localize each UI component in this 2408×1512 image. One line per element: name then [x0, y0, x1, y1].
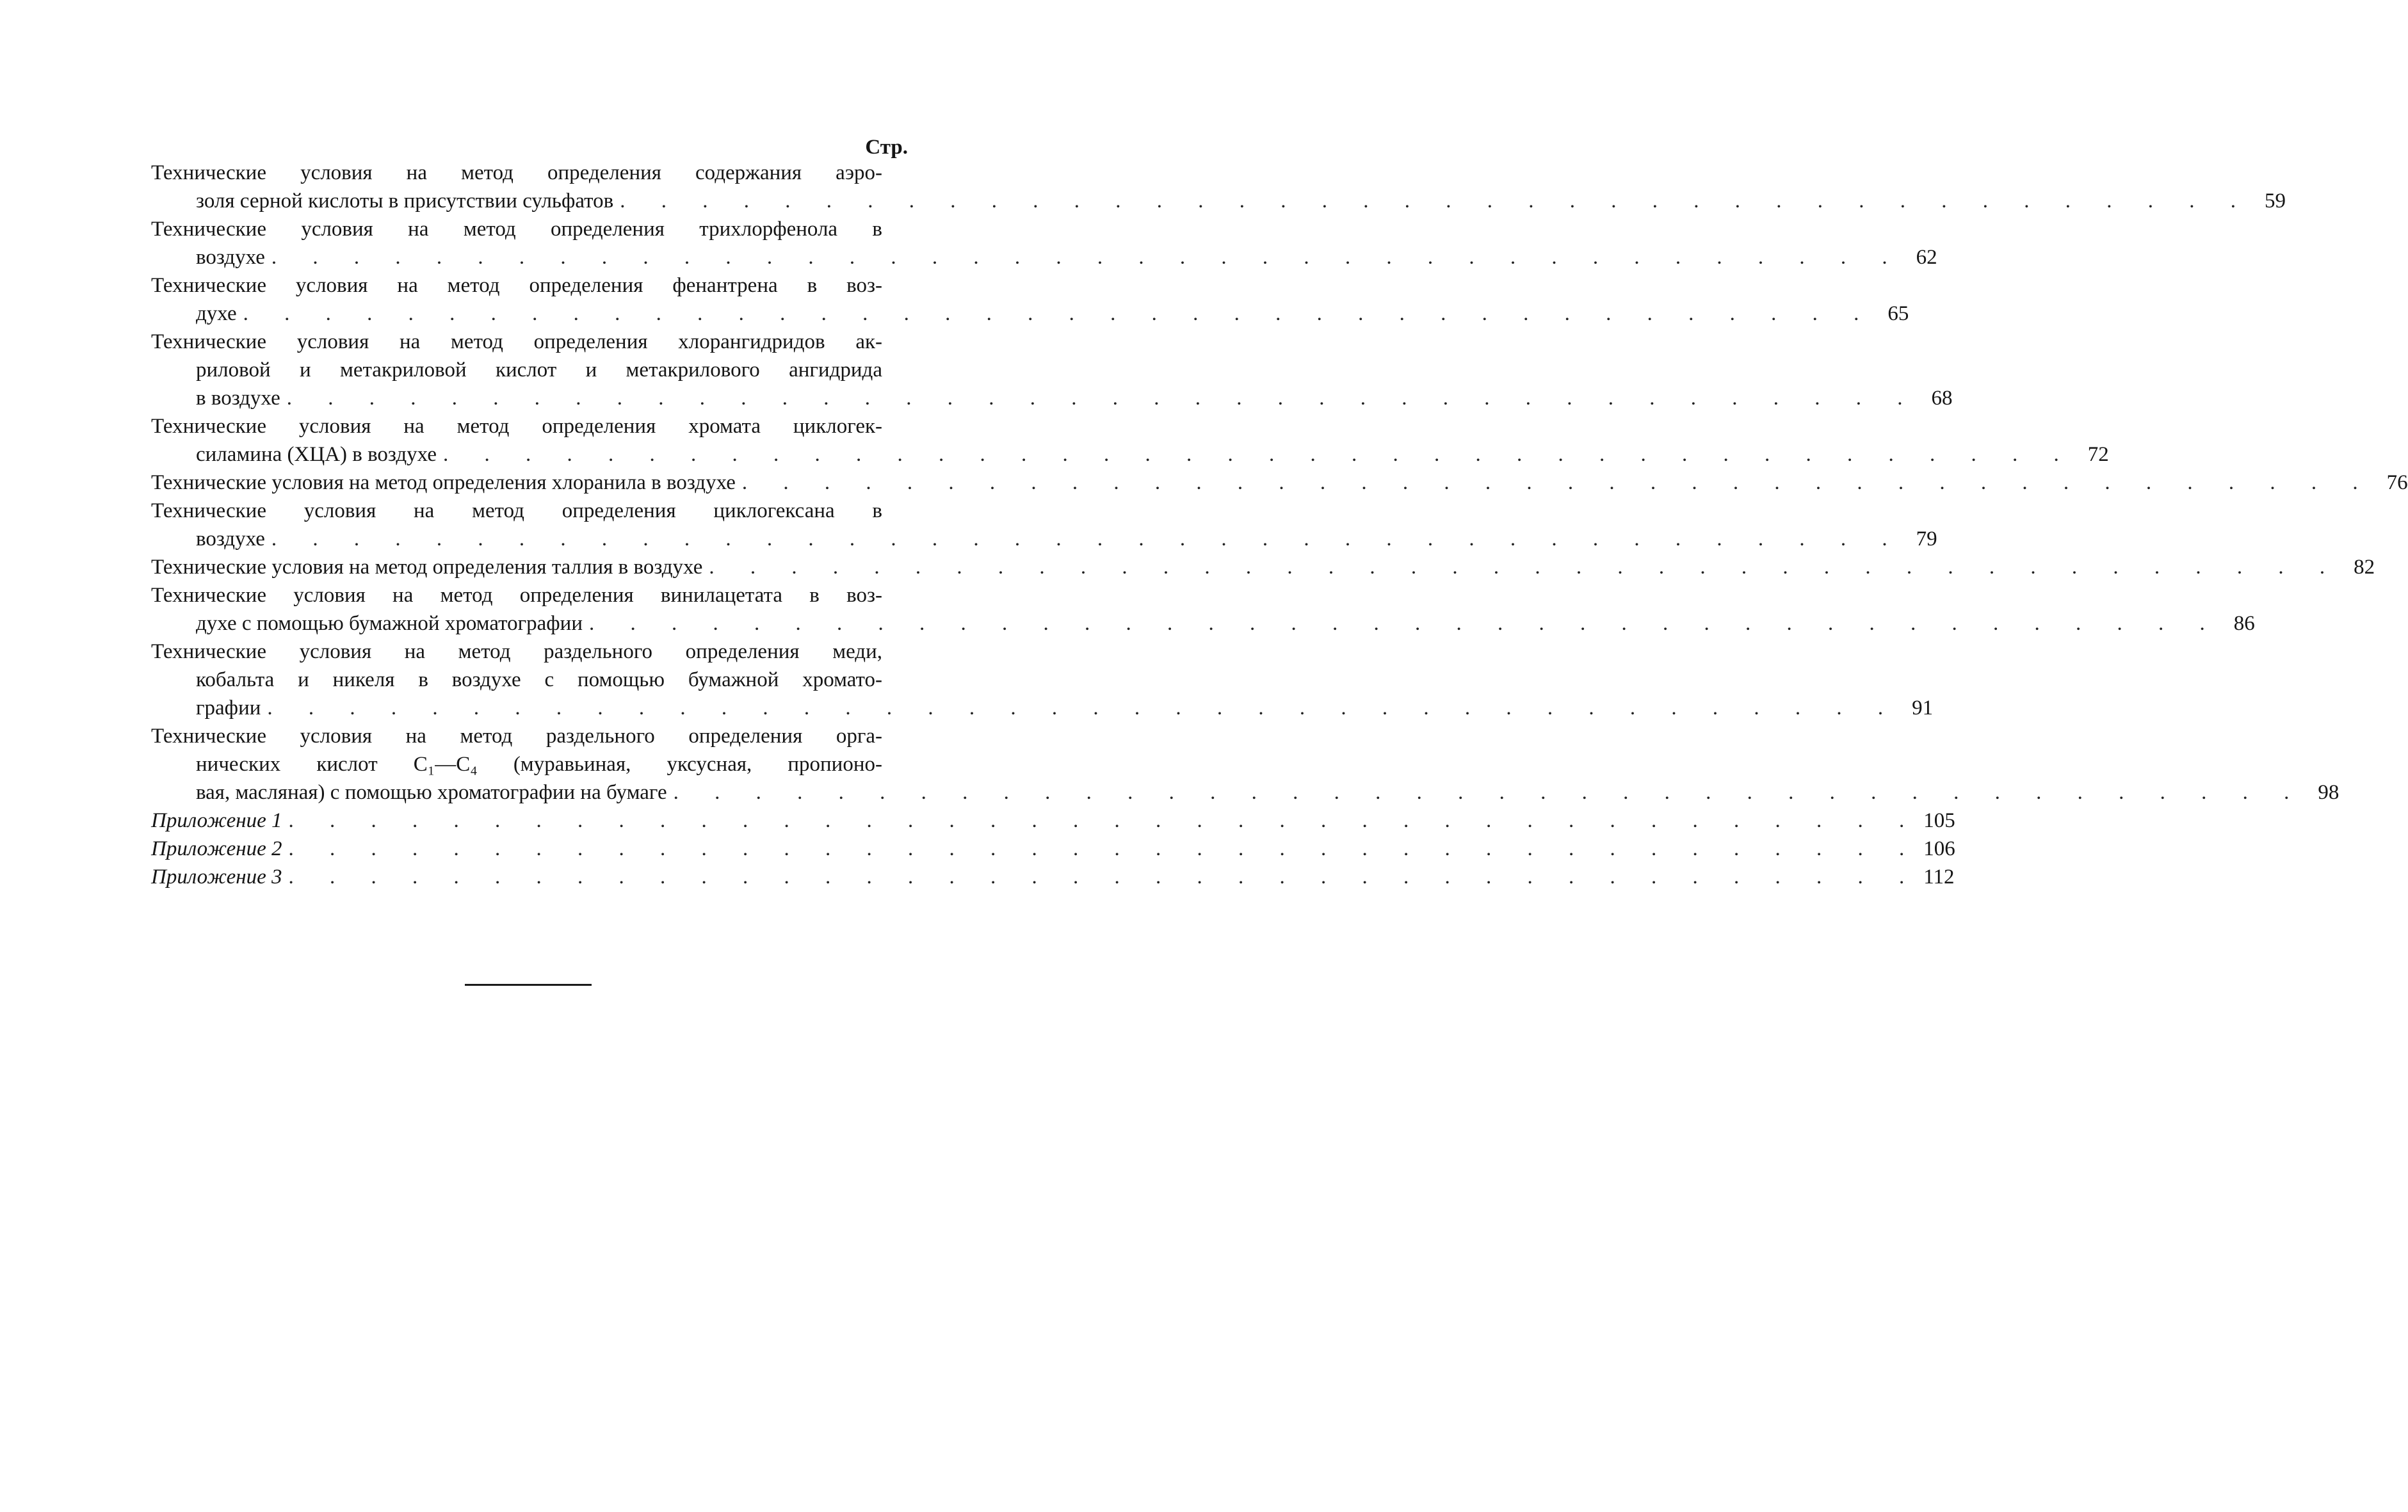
- toc-entry: [151, 159, 2286, 215]
- toc-entry-last-line: [151, 807, 1955, 835]
- toc-entry-last-line: [151, 694, 1934, 722]
- toc-entry-line: кобальта и никеля в воздухе с помощью бумажной хромато-: [196, 668, 882, 691]
- toc-entry: [151, 807, 1955, 835]
- toc-entry: [151, 412, 2109, 469]
- toc-entry: [151, 835, 1955, 863]
- toc-entry-title: духе: [196, 302, 237, 325]
- dot-leader: . . . . . . . . . . . . . . . . . . . . . . . . . . . . . . . . . . . . . . . .: [288, 809, 1920, 832]
- dot-leader: . . . . . . . . . . . . . . . . . . . . . . . . . . . . . . . . . . . . . . . .: [286, 387, 1918, 410]
- toc-entry-line: нических кислот C₁—C₄ (муравьиная, уксусная, пропионо-: [196, 753, 882, 776]
- toc-entry-title: Приложение 3: [151, 865, 282, 889]
- dot-leader: . . . . . . . . . . . . . . . . . . . . . . . . . . . . . . . . . . . . . . . .: [620, 189, 2251, 213]
- end-divider: [465, 984, 592, 986]
- toc-entry-last-line: [151, 835, 1955, 863]
- toc-entry-line: Технические условия на метод определения содержания аэро-: [151, 161, 882, 184]
- toc-entry-line: Технические условия на метод определения циклогексана в: [151, 499, 882, 522]
- toc-entry-last-line: [151, 384, 1953, 412]
- dot-leader: . . . . . . . . . . . . . . . . . . . . . . . . . . . . . . . . . . . . . . . .: [589, 612, 2220, 635]
- dot-leader: . . . . . . . . . . . . . . . . . . . . . . . . . . . . . . . . . . . . . . . .: [741, 471, 2373, 494]
- toc-entry-line: Технические условия на метод определения трихлорфенола в: [151, 218, 882, 241]
- page-column-header: Стр.: [865, 136, 908, 159]
- toc-entry: [151, 497, 1937, 553]
- toc-entry: [151, 469, 2408, 497]
- toc-entry-last-line: [151, 778, 2339, 807]
- dot-leader: . . . . . . . . . . . . . . . . . . . . . . . . . . . . . . . . . . . . . . . .: [673, 781, 2305, 804]
- toc-page-number: 112: [1923, 865, 1955, 889]
- toc-page-number: 79: [1916, 527, 1937, 551]
- toc-page-number: 106: [1923, 837, 1955, 860]
- toc-page-number: 59: [2264, 189, 2286, 213]
- dot-leader: . . . . . . . . . . . . . . . . . . . . . . . . . . . . . . . . . . . . . . . .: [243, 302, 1875, 325]
- toc-entry-last-line: [151, 609, 2255, 638]
- toc-entry-line: Технические условия на метод раздельного определения орга-: [151, 725, 882, 748]
- toc-entry-title: духе с помощью бумажной хроматографии: [196, 612, 583, 635]
- dot-leader: . . . . . . . . . . . . . . . . . . . . . . . . . . . . . . . . . . . . . . . .: [288, 865, 1920, 889]
- dot-leader: . . . . . . . . . . . . . . . . . . . . . . . . . . . . . . . . . . . . . . . .: [288, 837, 1920, 860]
- toc-entry: [151, 722, 2339, 807]
- toc-entry-last-line: [151, 243, 1937, 271]
- toc-entry-last-line: [151, 300, 1909, 328]
- toc-page-number: 65: [1887, 302, 1909, 325]
- toc-entry: [151, 581, 2255, 638]
- toc-entry-last-line: [151, 553, 2375, 581]
- toc-page-number: 68: [1931, 387, 1953, 410]
- dot-leader: . . . . . . . . . . . . . . . . . . . . . . . . . . . . . . . . . . . . . . . .: [271, 246, 1903, 269]
- toc-entry-title: вая, масляная) с помощью хроматографии на бумаге: [196, 781, 667, 804]
- toc-entry-title: в воздухе: [196, 387, 280, 410]
- table-of-contents: [151, 159, 2408, 891]
- toc-entry-last-line: [151, 187, 2286, 215]
- toc-page-number: 62: [1916, 246, 1937, 269]
- toc-entry-title: Технические условия на метод определения таллия в воздухе: [151, 556, 703, 579]
- toc-page-number: 105: [1923, 809, 1955, 832]
- toc-page-number: 98: [2318, 781, 2339, 804]
- toc-entry-title: силамина (ХЦА) в воздухе: [196, 443, 437, 466]
- toc-entry: [151, 863, 1955, 891]
- toc-entry-last-line: [151, 863, 1955, 891]
- toc-entry: [151, 215, 1937, 271]
- toc-page-number: 76: [2386, 471, 2408, 494]
- toc-entry: [151, 638, 1934, 722]
- toc-entry-title: Приложение 1: [151, 809, 282, 832]
- dot-leader: . . . . . . . . . . . . . . . . . . . . . . . . . . . . . . . . . . . . . . . .: [267, 696, 1899, 720]
- toc-entry: [151, 271, 1909, 328]
- toc-entry-line: Технические условия на метод раздельного определения меди,: [151, 640, 882, 663]
- toc-entry-line: Технические условия на метод определения хромата циклогек-: [151, 415, 882, 438]
- toc-page-number: 91: [1912, 696, 1934, 720]
- toc-entry-title: золя серной кислоты в присутствии сульфатов: [196, 189, 614, 213]
- toc-entry-last-line: [151, 440, 2109, 469]
- toc-page-number: 72: [2087, 443, 2109, 466]
- toc-entry-line: риловой и метакриловой кислот и метакрилового ангидрида: [196, 358, 882, 382]
- toc-entry-title: воздухе: [196, 527, 265, 551]
- dot-leader: . . . . . . . . . . . . . . . . . . . . . . . . . . . . . . . . . . . . . . . .: [443, 443, 2074, 466]
- toc-entry-last-line: [151, 469, 2408, 497]
- toc-entry-line: Технические условия на метод определения фенантрена в воз-: [151, 274, 882, 297]
- toc-entry-line: Технические условия на метод определения хлорангидридов ак-: [151, 330, 882, 353]
- toc-entry-title: Приложение 2: [151, 837, 282, 860]
- toc-entry-line: Технические условия на метод определения винилацетата в воз-: [151, 584, 882, 607]
- toc-entry-last-line: [151, 525, 1937, 553]
- toc-page-number: 86: [2233, 612, 2255, 635]
- toc-entry-title: графии: [196, 696, 261, 720]
- dot-leader: . . . . . . . . . . . . . . . . . . . . . . . . . . . . . . . . . . . . . . . .: [271, 527, 1903, 551]
- dot-leader: . . . . . . . . . . . . . . . . . . . . . . . . . . . . . . . . . . . . . . . .: [709, 556, 2341, 579]
- toc-entry-title: Технические условия на метод определения хлоранила в воздухе: [151, 471, 736, 494]
- toc-page-number: 82: [2354, 556, 2375, 579]
- toc-entry: [151, 553, 2375, 581]
- toc-entry-title: воздухе: [196, 246, 265, 269]
- toc-entry: [151, 328, 1953, 412]
